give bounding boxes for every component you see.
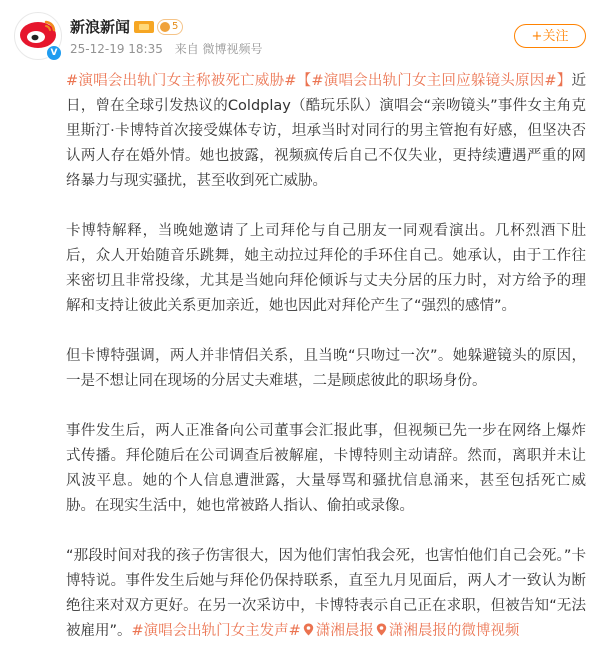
fan-badge-dot [160,22,170,32]
hashtag-link[interactable]: 【#演唱会出轨门女主回应躲镜头原因#】 [296,73,572,89]
location-label: 潇湘晨报 [315,623,374,639]
post-meta [70,40,263,57]
location-link[interactable] [374,623,520,639]
location-link[interactable] [301,623,374,639]
follow-button[interactable]: +关注 [514,24,586,48]
fan-badge-icon [157,19,183,35]
post-source: 来自 微博视频号 [174,42,263,56]
post-header [0,0,600,70]
paragraph-3: 但卡博特强调，两人并非情侣关系，且当晚“只吻过一次”。她躲避镜头的原因，一是不想让同在现场的分居丈夫难堪，二是顾虑彼此的职场身份。 [66,348,586,389]
location-pin-icon [303,623,314,636]
verified-icon: V [46,45,62,61]
location-pin-icon [376,623,387,636]
account-row [70,16,183,37]
fan-badge-number: 5 [172,21,179,32]
paragraph-text: 近日，曾在全球引发热议的Coldplay（酷玩乐队）演唱会“亲吻镜头”事件女主角克里斯汀·卡博特首次接受媒体专访，坦承当时对同行的男主管抱有好感，但坚决否认两人存在婚外情。她也披露，视频疯传后自己不仅失业，更持续遭遇严重的网络暴力与现实骚扰，甚至收到死亡威胁。 [66,73,586,189]
paragraph-4: 事件发生后，两人正准备向公司董事会汇报此事，但视频已先一步在网络上爆炸式传播。拜伦随后在公司调查后被解雇，卡博特则主动请辞。然而，离职并未让风波平息。她的个人信息遭泄露，大量辱骂和骚扰信息涌来，甚至包括死亡威胁。在现实生活中，她也常被路人指认、偷拍或录像。 [66,423,586,514]
paragraph-1 [66,69,586,194]
paragraph-text: “那段时间对我的孩子伤害很大，因为他们害怕我会死，也害怕他们自己会死。”卡博特说。事件发生后她与拜伦仍保持联系，直至九月见面后，两人才一致认为断绝往来对双方更好。在另一次采访中，卡博特表示自己正在求职，但被告知“无法被雇用”。 [66,548,586,639]
hashtag-link[interactable]: #演唱会出轨门女主发声# [131,623,301,639]
post-content [66,69,586,669]
post-date: 25-12-19 18:35 [70,42,163,56]
level-badge-icon [134,21,154,33]
paragraph-2: 卡博特解释，当晚她邀请了上司拜伦与自己朋友一同观看演出。几杯烈酒下肚后，众人开始随音乐跳舞，她主动拉过拜伦的手环住自己。她承认，由于工作往来密切且非常投缘，尤其是当她向拜伦倾诉与丈夫分居的压力时，对方给予的理解和支持让彼此关系更加亲近，她也因此对拜伦产生了“强烈的感情”。 [66,223,586,314]
paragraph-5 [66,544,586,644]
hashtag-link[interactable]: #演唱会出轨门女主称被死亡威胁# [66,73,297,89]
location-label: 潇湘晨报的微博视频 [388,623,520,639]
account-name[interactable]: 新浪新闻 [70,18,131,36]
